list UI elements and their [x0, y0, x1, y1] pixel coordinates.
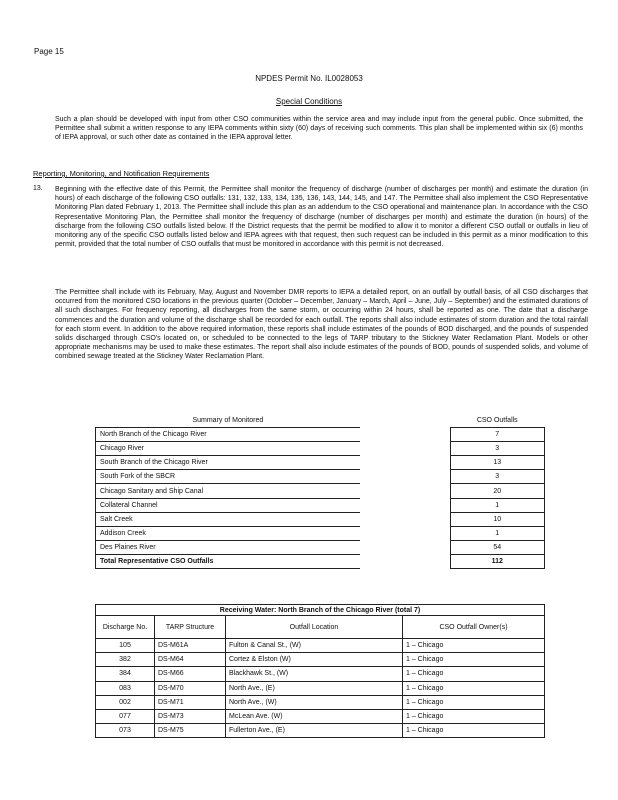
discharge-no: 073	[96, 724, 155, 738]
summary-row	[96, 540, 545, 554]
summary-area: Chicago River	[96, 442, 361, 456]
discharge-no: 105	[96, 639, 155, 653]
summary-header-row	[96, 414, 545, 428]
tarp-structure: DS-M66	[155, 667, 226, 681]
outfall-row	[96, 709, 545, 723]
summary-row	[96, 470, 545, 484]
outfall-location: North Ave., (E)	[226, 681, 403, 695]
summary-area: North Branch of the Chicago River	[96, 428, 361, 442]
summary-total-row	[96, 554, 545, 568]
summary-area: Chicago Sanitary and Ship Canal	[96, 484, 361, 498]
outfall-row	[96, 667, 545, 681]
summary-area: Collateral Channel	[96, 498, 361, 512]
cso-owner: 1 – Chicago	[403, 653, 545, 667]
summary-row	[96, 498, 545, 512]
outfall-row	[96, 639, 545, 653]
outfall-location: Fullerton Ave., (E)	[226, 724, 403, 738]
summary-count: 10	[450, 512, 544, 526]
tarp-structure: DS-M64	[155, 653, 226, 667]
col-discharge-no: Discharge No.	[96, 616, 155, 639]
summary-count: 1	[450, 498, 544, 512]
permit-number: NPDES Permit No. IL0028053	[255, 74, 363, 83]
discharge-no: 384	[96, 667, 155, 681]
section-heading: Reporting, Monitoring, and Notification Requirements	[33, 169, 210, 178]
tarp-structure: DS-M70	[155, 681, 226, 695]
cso-owner: 1 – Chicago	[403, 667, 545, 681]
item-number: 13.	[33, 185, 43, 192]
outfall-row	[96, 653, 545, 667]
summary-count: 3	[450, 470, 544, 484]
col-cso-owner: CSO Outfall Owner(s)	[403, 616, 545, 639]
outfall-location: North Ave., (W)	[226, 695, 403, 709]
summary-area: Addison Creek	[96, 526, 361, 540]
tarp-structure: DS-M75	[155, 724, 226, 738]
summary-total-value: 112	[450, 554, 544, 568]
tarp-structure: DS-M61A	[155, 639, 226, 653]
summary-row	[96, 484, 545, 498]
outfall-row	[96, 695, 545, 709]
cso-owner: 1 – Chicago	[403, 681, 545, 695]
discharge-no: 002	[96, 695, 155, 709]
summary-count: 7	[450, 428, 544, 442]
summary-row	[96, 442, 545, 456]
summary-count: 3	[450, 442, 544, 456]
discharge-no: 083	[96, 681, 155, 695]
col-tarp-structure: TARP Structure	[155, 616, 226, 639]
summary-row	[96, 512, 545, 526]
cso-owner: 1 – Chicago	[403, 709, 545, 723]
special-conditions-heading: Special Conditions	[275, 97, 343, 106]
summary-header-area: Summary of Monitored	[96, 414, 361, 428]
monitoring-paragraph: Beginning with the effective date of this Permit, the Permittee shall monitor the frequency of discharge (number of discharges per month) and estimate the duration (in hours) of each discharge of the following CSO outfalls: 131, 132, 133, 134, 135, 136, 143, 144, 145, and 147. The Permittee shall also implement the CSO Representative Monitoring Plan dated February 1, 2013. The Permittee shall include this plan as an addendum to the CSO operational and maintenance plan. In accordance with the CSO Representative Monitoring Plan, the Permittee shall monitor the frequency of discharge (number of discharges per month) and estimate the duration (in hours) of the discharge from the following CSO outfalls listed below. If the District requests that the permit be modified to allow it to monitor a different CSO outfall or outfalls in lieu of monitoring any of the specific CSO outfalls listed below and IEPA agrees with that request, then such request can be included in this permit as a minor modification to this permit, provided that the total number of CSO outfalls that must be monitored in accordance with this permit is not decreased.	[55, 186, 588, 249]
outfall-row	[96, 724, 545, 738]
summary-row	[96, 456, 545, 470]
tarp-structure: DS-M73	[155, 709, 226, 723]
summary-header-count: CSO Outfalls	[450, 414, 544, 428]
summary-count: 1	[450, 526, 544, 540]
summary-count: 54	[450, 540, 544, 554]
cso-owner: 1 – Chicago	[403, 695, 545, 709]
outfall-location: Cortez & Elston (W)	[226, 653, 403, 667]
page-number: Page 15	[34, 47, 64, 56]
plan-paragraph: Such a plan should be developed with input from other CSO communities within the service area and may include input from the general public. Once submitted, the Permittee shall submit a written response to any IEPA comments within sixty (60) days of receiving such comments. This plan shall be implemented within six (6) months of IEPA approval, or such other date as contained in the IEPA approval letter.	[55, 116, 583, 142]
summary-total-label: Total Representative CSO Outfalls	[96, 554, 361, 568]
summary-row	[96, 428, 545, 442]
summary-count: 20	[450, 484, 544, 498]
summary-count: 13	[450, 456, 544, 470]
outfall-location: Fulton & Canal St., (W)	[226, 639, 403, 653]
outfall-location: Blackhawk St., (W)	[226, 667, 403, 681]
summary-area: Salt Creek	[96, 512, 361, 526]
col-outfall-location: Outfall Location	[226, 616, 403, 639]
summary-table	[95, 414, 545, 569]
outfall-row	[96, 681, 545, 695]
discharge-no: 077	[96, 709, 155, 723]
cso-owner: 1 – Chicago	[403, 639, 545, 653]
outfall-location: McLean Ave. (W)	[226, 709, 403, 723]
summary-area: South Fork of the SBCR	[96, 470, 361, 484]
summary-area: South Branch of the Chicago River	[96, 456, 361, 470]
outfall-table-caption: Receiving Water: North Branch of the Chicago River (total 7)	[96, 605, 545, 616]
discharge-no: 382	[96, 653, 155, 667]
cso-owner: 1 – Chicago	[403, 724, 545, 738]
outfall-table	[95, 604, 545, 738]
summary-area: Des Plaines River	[96, 540, 361, 554]
summary-row	[96, 526, 545, 540]
tarp-structure: DS-M71	[155, 695, 226, 709]
reporting-paragraph: The Permittee shall include with its February, May, August and November DMR reports to IEPA a detailed report, on an outfall by outfall basis, of all CSO discharges that occurred from the monitored CSO locations in the previous quarter (October – December, January – March, April – June, July – September) and the estimated durations of all such discharges. For frequency reporting, all discharges from the same storm, or occurring within 24 hours, shall be reported as one. The date that a discharge commences and the duration and volume of the discharge shall be recorded for each outfall. The reports shall also include estimates of storm duration and the total rainfall for each storm event. In addition to the above required information, these reports shall include estimates of the pounds of BOD discharged, and the pounds of suspended solids discharged through CSO's located on, or scheduled to be connected to the legs of TARP tributary to the Stickney Water Reclamation Plant. Models or other appropriate mechanisms may be used to make these estimates. The report shall also include estimates of the pounds of BOD, pounds of suspended solids, and volume of combined sewage treated at the Stickney Water Reclamation Plant.	[55, 289, 588, 361]
